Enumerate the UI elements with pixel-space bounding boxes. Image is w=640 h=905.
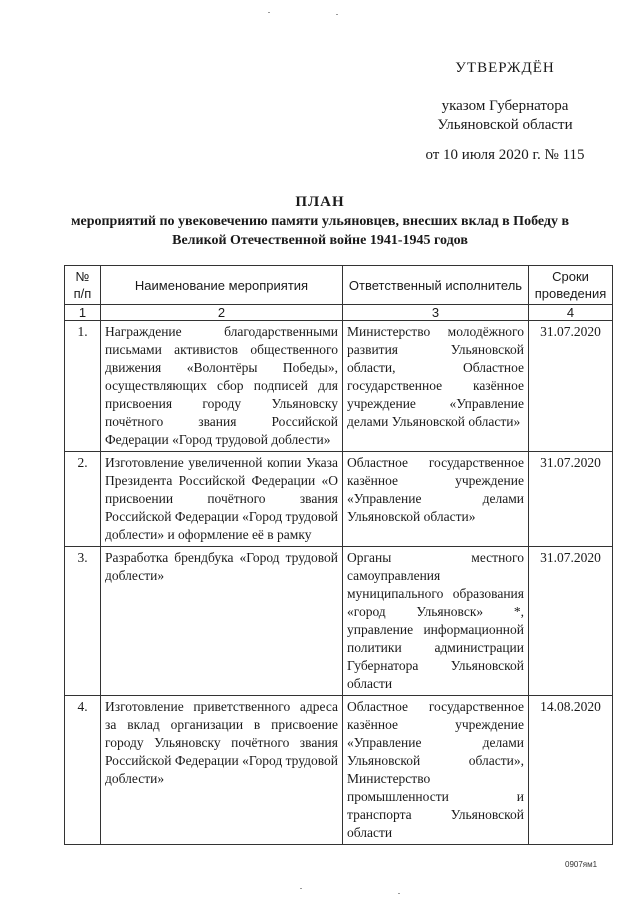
- scan-speck: [268, 12, 270, 13]
- row-activity: Изготовление приветственного адреса за вклад организации в присвоение городу Ульяновску почётного звания Российской Федерации «Город трудовой доблести»: [101, 696, 343, 845]
- header-number: № п/п: [65, 266, 101, 305]
- table-row: [65, 696, 613, 845]
- row-activity: Награждение благодарственными письмами активистов общественного движения «Волонтёры Победы», осуществляющих сбор подписей для присвоения городу Ульяновску почётного звания Российской Федерации «Город трудовой доблести»: [101, 321, 343, 452]
- scan-speck: [336, 14, 338, 15]
- row-responsible: Областное государственное казённое учреждение «Управление делами Ульяновской области»: [343, 452, 529, 547]
- title-subject: мероприятий по увековечению памяти ульяновцев, внесших вклад в Победу в Великой Отечественной войне 1941-1945 годов: [70, 214, 570, 248]
- row-deadline: 14.08.2020: [529, 696, 613, 845]
- row-deadline: 31.07.2020: [529, 321, 613, 452]
- table-row: [65, 547, 613, 696]
- approval-date: от 10 июля 2020 г. № 115: [425, 147, 585, 163]
- header-deadline: Сроки проведения: [529, 266, 613, 305]
- header-responsible: Ответственный исполнитель: [343, 266, 529, 305]
- row-responsible: Областное государственное казённое учреждение «Управление делами Ульяновской области», Министерство промышленности и транспорта Ульяновской области: [343, 696, 529, 845]
- document-code: 0907ям1: [565, 860, 598, 869]
- scan-speck: [300, 888, 302, 889]
- column-number-row: [65, 305, 613, 321]
- row-deadline: 31.07.2020: [529, 452, 613, 547]
- row-responsible: Органы местного самоуправления муниципального образования «город Ульяновск» *, управление информационной политики администрации Губернатора Ульяновской области: [343, 547, 529, 696]
- plan-table: [64, 265, 613, 845]
- table-row: [65, 321, 613, 452]
- row-number: 1.: [65, 321, 101, 452]
- column-number: 1: [65, 305, 101, 321]
- row-activity: Разработка брендбука «Город трудовой доблести»: [101, 547, 343, 696]
- row-number: 2.: [65, 452, 101, 547]
- column-number: 4: [529, 305, 613, 321]
- title-plan: ПЛАН: [295, 194, 345, 210]
- row-deadline: 31.07.2020: [529, 547, 613, 696]
- column-number: 3: [343, 305, 529, 321]
- header-activity: Наименование мероприятия: [101, 266, 343, 305]
- scan-speck: [398, 893, 400, 894]
- approval-status: УТВЕРЖДЁН: [455, 60, 555, 76]
- row-number: 3.: [65, 547, 101, 696]
- row-activity: Изготовление увеличенной копии Указа Президента Российской Федерации «О присвоении почётного звания Российской Федерации «Город трудовой доблести» и оформление её в рамку: [101, 452, 343, 547]
- document-title: [70, 193, 570, 250]
- approval-authority: указом Губернатора Ульяновской области: [437, 98, 573, 133]
- row-responsible: Министерство молодёжного развития Ульяновской области, Областное государственное казённое учреждение «Управление делами Ульяновской области»: [343, 321, 529, 452]
- table-row: [65, 452, 613, 547]
- row-number: 4.: [65, 696, 101, 845]
- column-number: 2: [101, 305, 343, 321]
- table-header-row: [65, 266, 613, 305]
